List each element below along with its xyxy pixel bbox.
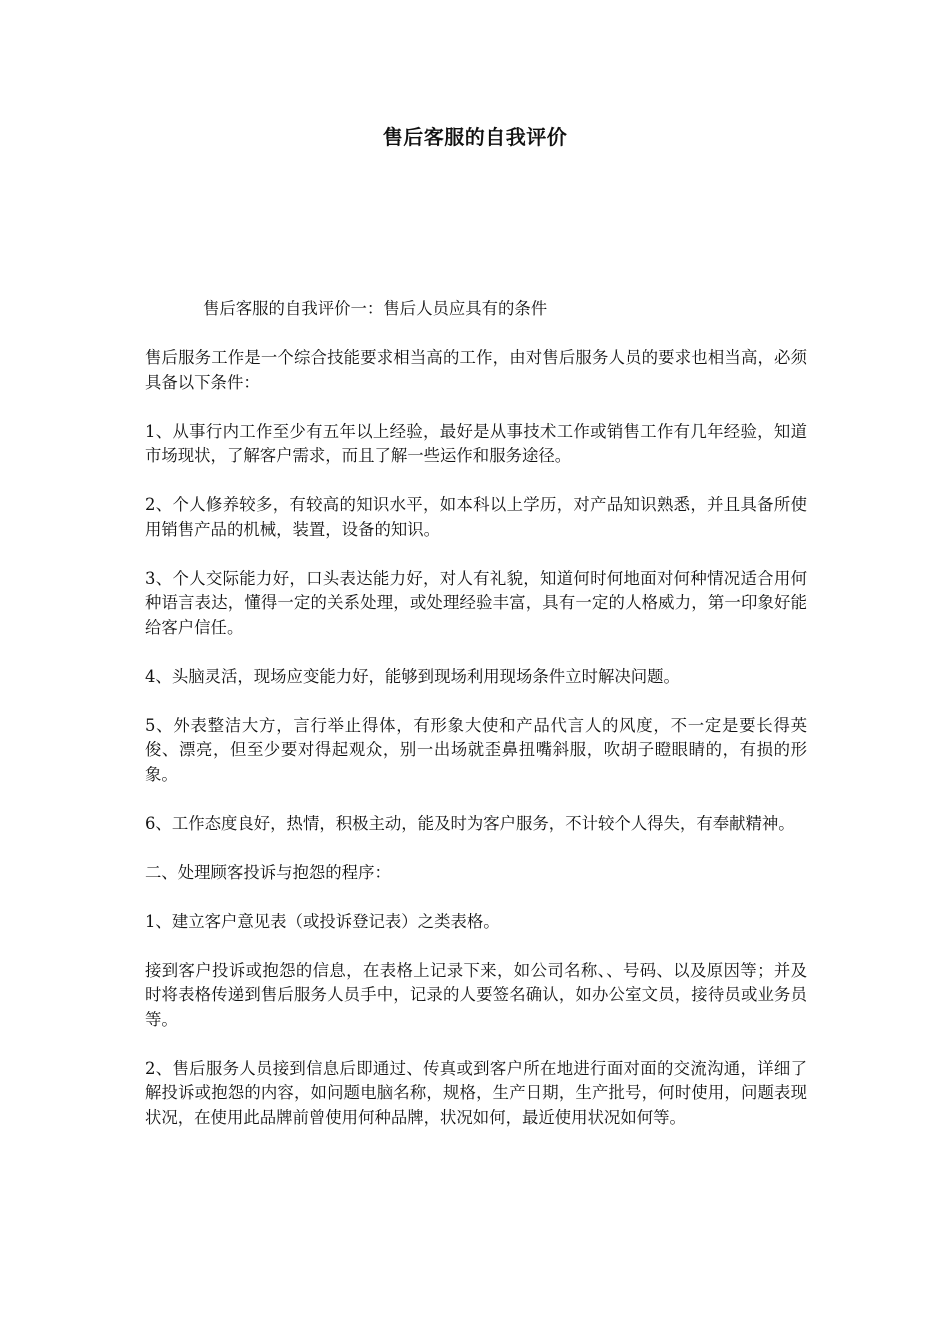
document-title: 售后客服的自我评价 — [382, 125, 568, 149]
paragraph: 6、工作态度良好，热情，积极主动，能及时为客户服务，不计较个人得失，有奉献精神。 — [145, 813, 795, 833]
paragraph: 2、售后服务人员接到信息后即通过、传真或到客户所在地进行面对面的交流沟通，详细了解投诉或抱怨的内容，如问题电脑名称，规格，生产日期，生产批号，何时使用，问题表现状况，在使用此品牌前曾使用何种品牌，状况如何，最近使用状况如何等。 — [145, 1058, 807, 1127]
paragraph: 1、建立客户意见表（或投诉登记表）之类表格。 — [145, 911, 500, 931]
paragraph: 4、头脑灵活，现场应变能力好，能够到现场利用现场条件立时解决问题。 — [145, 666, 680, 686]
paragraph: 2、个人修养较多，有较高的知识水平，如本科以上学历，对产品知识熟悉，并且具备所使用销售产品的机械，装置，设备的知识。 — [145, 495, 807, 539]
section-heading: 售后客服的自我评价一：售后人员应具有的条件 — [203, 299, 548, 318]
paragraph: 接到客户投诉或抱怨的信息，在表格上记录下来，如公司名称、、号码、以及原因等；并及时将表格传递到售后服务人员手中，记录的人要签名确认，如办公室文员，接待员或业务员等。 — [145, 960, 807, 1029]
paragraph: 1、从事行内工作至少有五年以上经验，最好是从事技术工作或销售工作有几年经验，知道市场现状，了解客户需求，而且了解一些运作和服务途径。 — [145, 421, 807, 465]
paragraph: 5、外表整洁大方，言行举止得体，有形象大使和产品代言人的风度，不一定是要长得英俊、漂亮，但至少要对得起观众，别一出场就歪鼻扭嘴斜服，吹胡子瞪眼睛的，有损的形象。 — [145, 715, 807, 784]
paragraph: 售后服务工作是一个综合技能要求相当高的工作，由对售后服务人员的要求也相当高，必须具备以下条件： — [145, 348, 807, 392]
section-heading: 二、处理顾客投诉与抱怨的程序： — [145, 862, 391, 882]
document-body — [145, 297, 807, 1155]
paragraph: 3、个人交际能力好，口头表达能力好，对人有礼貌，知道何时何地面对何种情况适合用何种语言表达，懂得一定的关系处理，或处理经验丰富，具有一定的人格威力，第一印象好能给客户信任。 — [145, 568, 807, 637]
